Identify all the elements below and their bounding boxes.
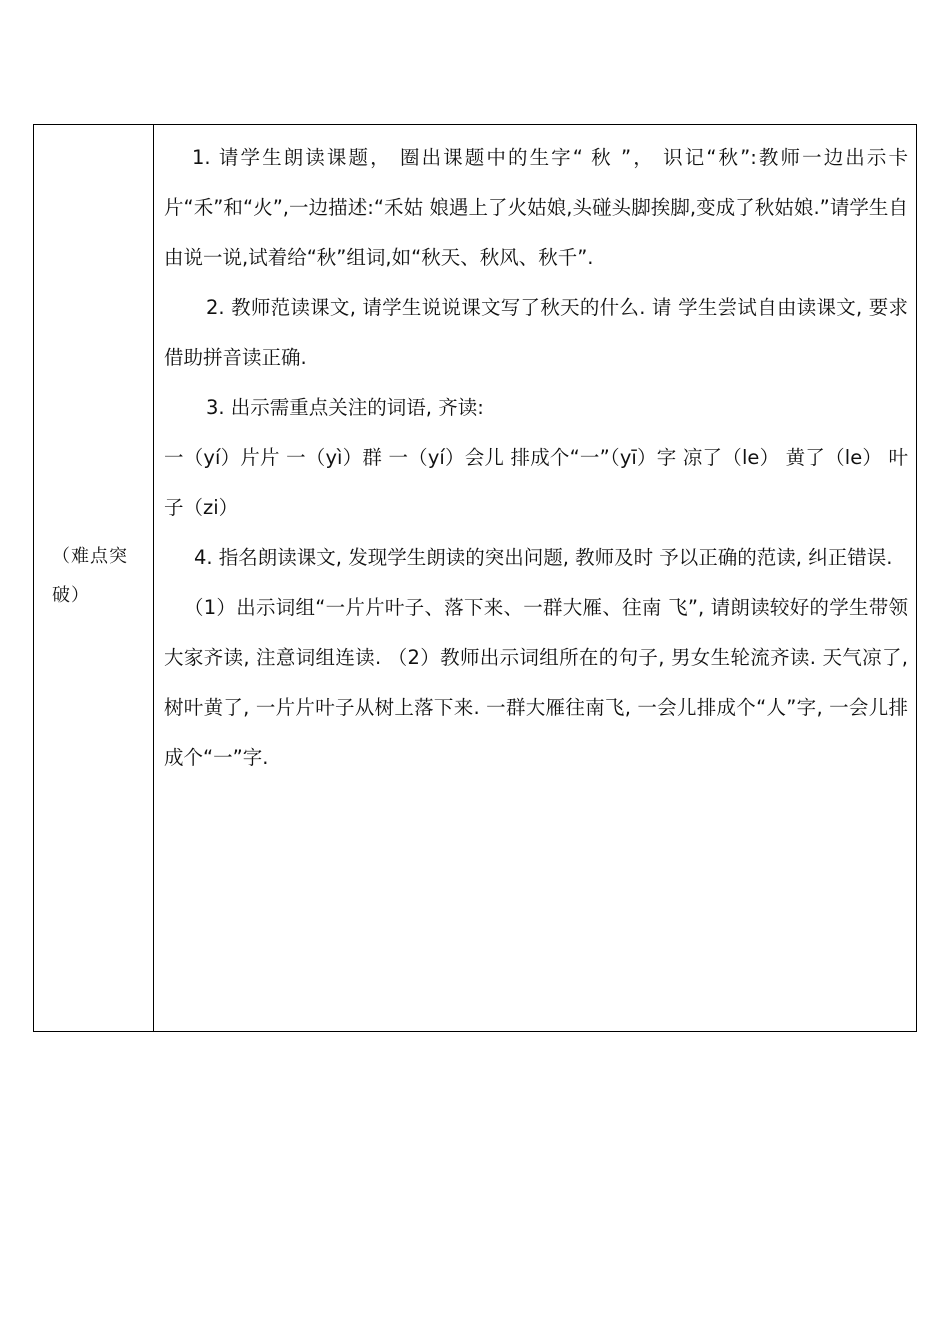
- lesson-table: [33, 124, 917, 1032]
- step-3-paragraph: 3. 出示需重点关注的词语, 齐读:: [206, 396, 484, 419]
- content-cell: [164, 133, 908, 783]
- row-label-cell: [34, 125, 153, 1031]
- column-divider: [153, 125, 154, 1031]
- pinyin-words-paragraph: 一（yí）片片 一（yì）群 一（yí）会儿 排成个“一”（yī）字 凉了（le） 黄了（le） 叶子（zi）: [164, 446, 908, 519]
- step-2-paragraph: 2. 教师范读课文, 请学生说说课文写了秋天的什么. 请 学生尝试自由读课文, 要求借助拼音读正确.: [164, 296, 908, 369]
- step-4-paragraph: 4. 指名朗读课文, 发现学生朗读的突出问题, 教师及时 予以正确的范读, 纠正错误.: [194, 546, 893, 569]
- step-4-detail-paragraph: （1）出示词组“一片片叶子、落下来、一群大雁、往南 飞”, 请朗读较好的学生带领大家齐读, 注意词组连读. （2）教师出示词组所在的句子, 男女生轮流齐读. 天气凉了, 树叶黄了, 一片片叶子从树上落下来. 一群大雁往南飞, 一会儿排成个“人”字, 一会儿排成个“一”字.: [164, 596, 908, 769]
- row-label: （难点突破）: [52, 546, 128, 606]
- step-1-paragraph: 1. 请学生朗读课题， 圈出课题中的生字“ 秋 ”， 识记“秋”:教师一边出示卡片“禾”和“火”,一边描述:“禾姑 娘遇上了火姑娘,头碰头脚挨脚,变成了秋姑娘.”请学生自 由说一说,试着给“秋”组词,如“秋天、秋风、秋千”.: [164, 146, 908, 269]
